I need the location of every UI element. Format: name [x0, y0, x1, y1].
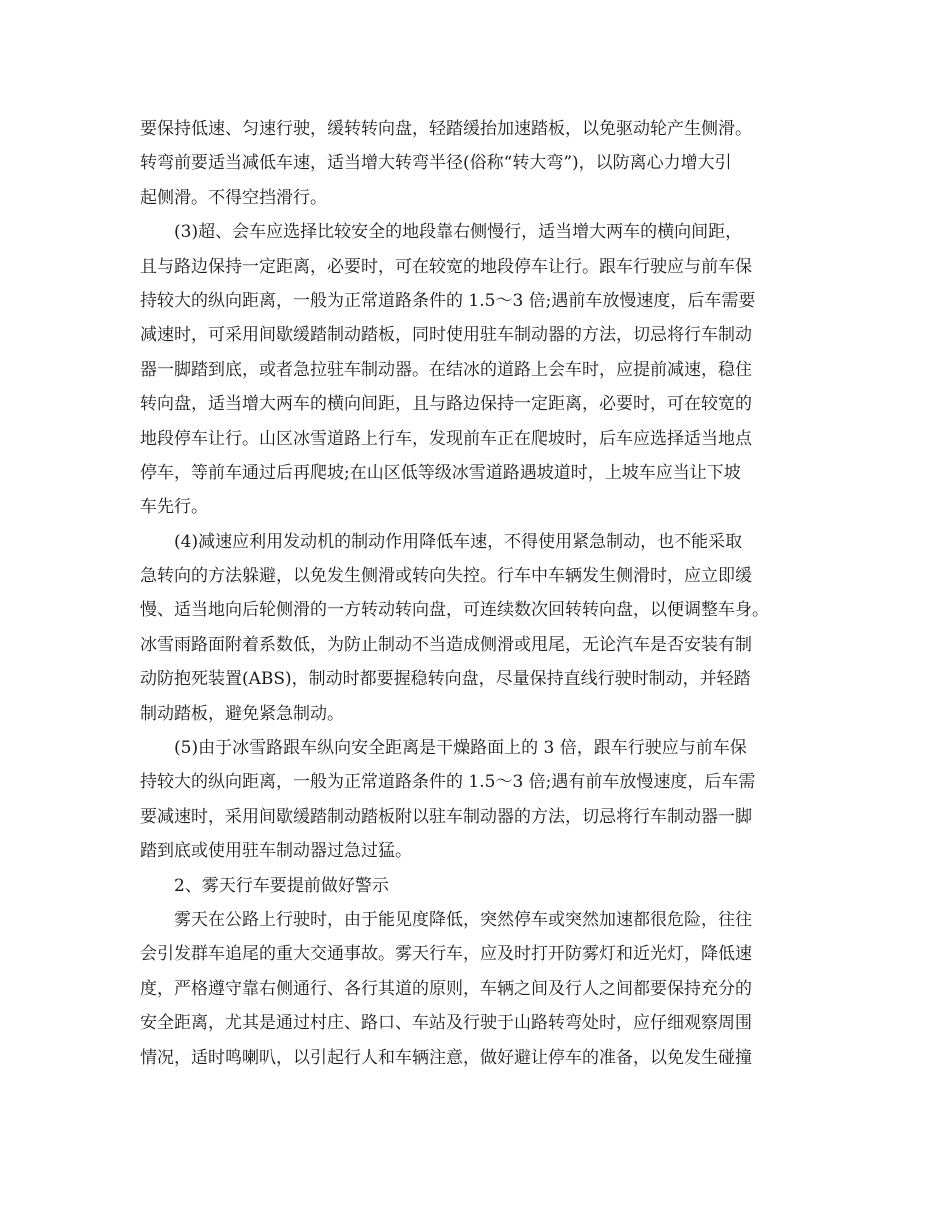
text-line: 制动踏板，避免紧急制动。 [140, 703, 344, 724]
text-line: 持较大的纵向距离，一般为正常道路条件的 1.5～3 倍;遇有前车放慢速度，后车需 [140, 772, 756, 793]
text-line: 器一脚踏到底，或者急拉驻车制动器。在结冰的道路上会车时，应提前减速，稳住 [140, 359, 752, 380]
text-line: 情况，适时鸣喇叭，以引起行人和车辆注意，做好避让停车的准备，以免发生碰撞 [140, 1047, 752, 1068]
text-line: 起侧滑。不得空挡滑行。 [140, 187, 327, 208]
text-line: 冰雪雨路面附着系数低，为防止制动不当造成侧滑或甩尾，无论汽车是否安装有制 [140, 634, 752, 655]
paragraph-4-start: (4)减速应利用发动机的制动作用降低车速，不得使用紧急制动，也不能采取 [174, 531, 743, 552]
text-line: 且与路边保持一定距离，必要时，可在较宽的地段停车让行。跟车行驶应与前车保 [140, 256, 752, 277]
text-line: 停车，等前车通过后再爬坡;在山区低等级冰雪道路遇坡道时，上坡车应当让下坡 [140, 462, 741, 483]
text-line: 度，严格遵守靠右侧通行、各行其道的原则，车辆之间及行人之间都要保持充分的 [140, 978, 752, 999]
text-line: 安全距离，尤其是通过村庄、路口、车站及行驶于山路转弯处时，应仔细观察周围 [140, 1013, 752, 1034]
text-line: 减速时，可采用间歇缓踏制动踏板，同时使用驻车制动器的方法，切忌将行车制动 [140, 325, 752, 346]
text-line: 踏到底或使用驻车制动器过急过猛。 [140, 841, 412, 862]
section-heading-fog: 2、雾天行车要提前做好警示 [174, 875, 389, 896]
text-line: 持较大的纵向距离，一般为正常道路条件的 1.5～3 倍;遇前车放慢速度，后车需要 [140, 290, 756, 311]
text-line: 要保持低速、匀速行驶，缓转转向盘，轻踏缓抬加速踏板，以免驱动轮产生侧滑。 [140, 119, 752, 139]
text-line: 地段停车让行。山区冰雪道路上行车，发现前车正在爬坡时，后车应选择适当地点 [140, 428, 752, 449]
text-line: 转弯前要适当减低车速，适当增大转弯半径(俗称“转大弯”)，以防离心力增大引 [140, 153, 732, 174]
paragraph-3-start: (3)超、会车应选择比较安全的地段靠右侧慢行，适当增大两车的横向间距， [174, 222, 743, 243]
text-line: 慢、适当地向后轮侧滑的一方转动转向盘，可连续数次回转转向盘，以便调整车身。 [140, 600, 769, 621]
text-line: 急转向的方法躲避，以免发生侧滑或转向失控。行车中车辆发生侧滑时，应立即缓 [140, 566, 752, 587]
text-line: 会引发群车追尾的重大交通事故。雾天行车，应及时打开防雾灯和近光灯，降低速 [140, 944, 752, 965]
paragraph-5-start: (5)由于冰雪路跟车纵向安全距离是干燥路面上的 3 倍，跟车行驶应与前车保 [174, 738, 747, 759]
paragraph-fog-start: 雾天在公路上行驶时，由于能见度降低，突然停车或突然加速都很危险，往往 [174, 909, 752, 930]
document-body [140, 112, 830, 1075]
text-line: 转向盘，适当增大两车的横向间距，且与路边保持一定距离，必要时，可在较宽的 [140, 394, 752, 415]
text-line: 动防抱死装置(ABS)，制动时都要握稳转向盘，尽量保持直线行驶时制动，并轻踏 [140, 669, 751, 690]
text-line: 车先行。 [140, 497, 208, 518]
text-line: 要减速时，采用间歇缓踏制动踏板附以驻车制动器的方法，切忌将行车制动器一脚 [140, 806, 752, 827]
